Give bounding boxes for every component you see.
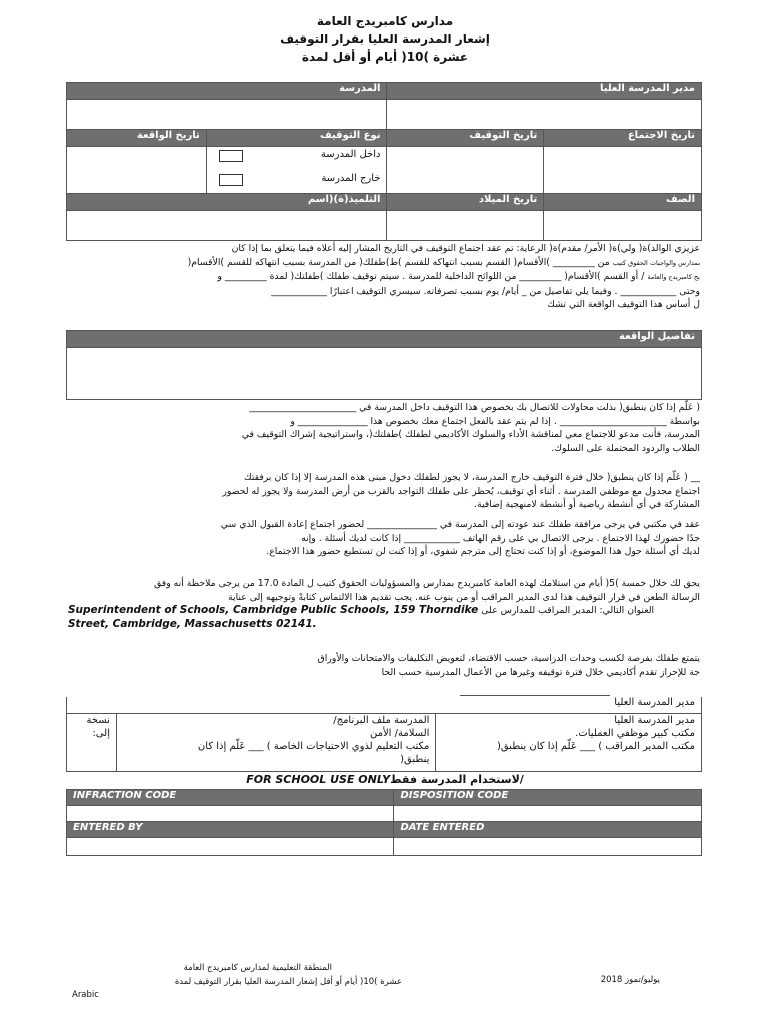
school-use-table [66, 789, 702, 856]
entered-by-field[interactable] [67, 838, 394, 856]
intro-line-5: ل أساس هذا التوقيف الواقعة التي تشك [547, 299, 700, 310]
incident-details-table [66, 330, 702, 400]
intro-line-3: بج كامبريدج والعامة / أو القسم )الأقسام( _________ من اللوائح الداخلية للمدرسة . سيتم توقيف طفلك )طفلتك( لمدة _________ و [217, 271, 700, 282]
suspension-type-label: نوع التوقيف [206, 130, 387, 147]
grade-field[interactable] [544, 211, 702, 241]
superintendent-address: Superintendent of Schools, Cambridge Public Schools, 159 Thorndike [68, 604, 479, 616]
inside-school-label: داخل المدرسة [320, 149, 381, 160]
principal-signature-label: مدير المدرسة العليا [67, 697, 702, 713]
notice-makeup-work: يتمتع طفلك بفرصة لكسب وحدات الدراسية، حسب الاقتضاء، لتعويض التكليفات والامتحانات والأوراق جة للإحراز تقدم أكاديمي خلال فترة توقيفه وغيرها من الأعمال المدرسية حسب الحا [317, 653, 700, 678]
meeting-date-label: تاريخ الاجتماع [544, 130, 702, 147]
copies-right: مدير المدرسة العليا مكتب كبير موظفي العمليات. مكتب المدير المراقب ) ___ عَلّم إذا كان ينطبق( [436, 713, 702, 771]
copies-middle: المدرسة ملف البرنامج/ السلامة/ الأمن مكتب التعليم لذوي الاحتياجات الخاصة ) ___ عَلّم إذا كان ينطبق( [116, 713, 435, 771]
meeting-date-field[interactable] [544, 147, 702, 194]
student-name-field[interactable] [67, 211, 387, 241]
intro-line-4: وحتى ____________ . وفيما يلي تفاصيل من _ أيام/ يوم بسبب تصرفاته. سيسري التوقيف اعتبارًا ____________ [271, 285, 700, 297]
suspension-type-options [206, 147, 387, 194]
notice-readmission: عقد في مكتبي في يرجى مرافقة طفلك عند عودته إلى المدرسة في _______________ لحضور اجتماع إعادة القبول الذي سي جدًا حضورك لهذا الاجتماع . يرجى الاتصال بي على رقم الهاتف ____________ إذا كانت لديك أسئلة . وإنه لديك أي أسئلة حول هذا الموضوع، أو إذا كنت تحتاج إلى مترجم شفوي، أو إذا كنت لن تستطيع حضور هذا الاجتماع. [220, 519, 700, 557]
suspension-date-label: تاريخ التوقيف [387, 130, 544, 147]
entered-by-label: ENTERED BY [67, 822, 394, 838]
outside-school-label: خارج المدرسة [321, 173, 381, 184]
grade-label: الصف [544, 194, 702, 211]
notice-inside-suspension: ( عَلّم إذا كان ينطبق( بذلت محاولات للاتصال بك بخصوص هذا التوقيف داخل المدرسة في _______________________ بواسطة _______________________ . إذا لم يتم عقد بالفعل اجتماع معك بخصوص هذا _______________ و المدرسة، فأنت مدعو للاجتماع معي لمناقشة الأداء والسلوك الأكاديمي لطفلك )طفلتك(، واستراتيجية إشراك التوقيف في الطلاب والردود المحتملة على السلوك. [241, 402, 700, 454]
birth-date-label: تاريخ الميلاد [387, 194, 544, 211]
outside-school-checkbox[interactable] [219, 174, 243, 186]
notice-outside-suspension: __ ( عَلّم إذا كان ينطبق( خلال فترة التوقيف خارج المدرسة، لا يجوز لطفلك دخول مبنى هذه المدرسة إلا إذا كان برفقتك اجتماع مجدول مع موظفي المدرسة . أثناء أي توقيف، يُحظر على طفلك التواجد بالقرب من أرض المدرسة ولا يجوز له لحضور المشاركة في أي أنشطة رياضية أو أنشطة لامنهجية إضافية. [222, 472, 700, 510]
intro-paragraph [68, 242, 700, 312]
notice-appeal: يحق لك خلال خمسة )5( أيام من استلامك لهذه العامة كامبريدج بمدارس والمسؤوليات الحقوق كتيب ل المادة 17.0 من يرجى ملاحظة أنه وفق الرسالة الطعن في قرار التوقيف هذا لدى المدير المراقب أو من ينوب عنه. يجب تقديم هذا الالتماس كتابةً وتوجيهه إلى عناية Superintendent of Schools, Cambridge Public Schools, 159 Thorndike العنوان التالي: المدير المراقب للمدارس على Street, Cambridge, Massachusetts 02141. [68, 578, 700, 630]
copies-to: نسخة إلى: [67, 713, 117, 771]
school-label: المدرسة [67, 83, 387, 100]
incident-details-field[interactable] [67, 348, 702, 400]
date-entered-field[interactable] [394, 838, 702, 856]
signature-line[interactable] [460, 695, 610, 696]
principal-label: مدير المدرسة العليا [387, 83, 702, 100]
principal-field[interactable] [387, 100, 702, 130]
school-field[interactable] [67, 100, 387, 130]
form-subtitle: عشرة )10( أيام أو أقل لمدة [301, 50, 469, 64]
intro-line-1: عزيزي الوالد)ة( ولي)ة( الأمر/ مقدم)ة( الرعاية: تم عقد اجتماع التوقيف في التاريخ المشار إليه أعلاه فيما يتعلق بما إذا كان [231, 243, 700, 254]
copies-table [66, 697, 702, 772]
suspension-date-field[interactable] [387, 147, 544, 194]
disposition-code-field[interactable] [394, 806, 702, 822]
footer-date: يوليو/تموز 2018 [600, 975, 660, 985]
infraction-code-field[interactable] [67, 806, 394, 822]
student-info-table [66, 82, 702, 241]
footer-district: المنطقة التعليمية لمدارس كامبريدج العامة [183, 963, 332, 973]
incident-date-field[interactable] [67, 147, 207, 194]
school-use-title: FOR SCHOOL USE ONLYلاستخدام المدرسة فقط/ [246, 773, 524, 786]
inside-school-checkbox[interactable] [219, 150, 243, 162]
form-title: إشعار المدرسة العليا بقرار التوقيف [280, 32, 490, 46]
intro-line-2: بمدارس والواجبات الحقوق كتيب من _________ )الأقسام( القسم بسبب انتهاكه للقسم )ط)طفلك( من المدرسة بسبب انتهاكه للقسم )الأقسام( [187, 256, 700, 268]
incident-details-label: تفاصيل الواقعة [67, 331, 702, 348]
date-entered-label: DATE ENTERED [394, 822, 702, 838]
disposition-code-label: DISPOSITION CODE [394, 790, 702, 806]
birth-date-field[interactable] [387, 211, 544, 241]
infraction-code-label: INFRACTION CODE [67, 790, 394, 806]
footer-form-name: عشرة )10( أيام أو أقل إشعار المدرسة العليا بقرار التوقيف لمدة [174, 977, 402, 987]
student-name-label: التلميذ(ة)(اسم [67, 194, 387, 211]
district-title: مدارس كامبريدج العامة [316, 14, 454, 28]
incident-date-label: تاريخ الواقعة [67, 130, 207, 147]
footer-language: Arabic [72, 990, 99, 1000]
